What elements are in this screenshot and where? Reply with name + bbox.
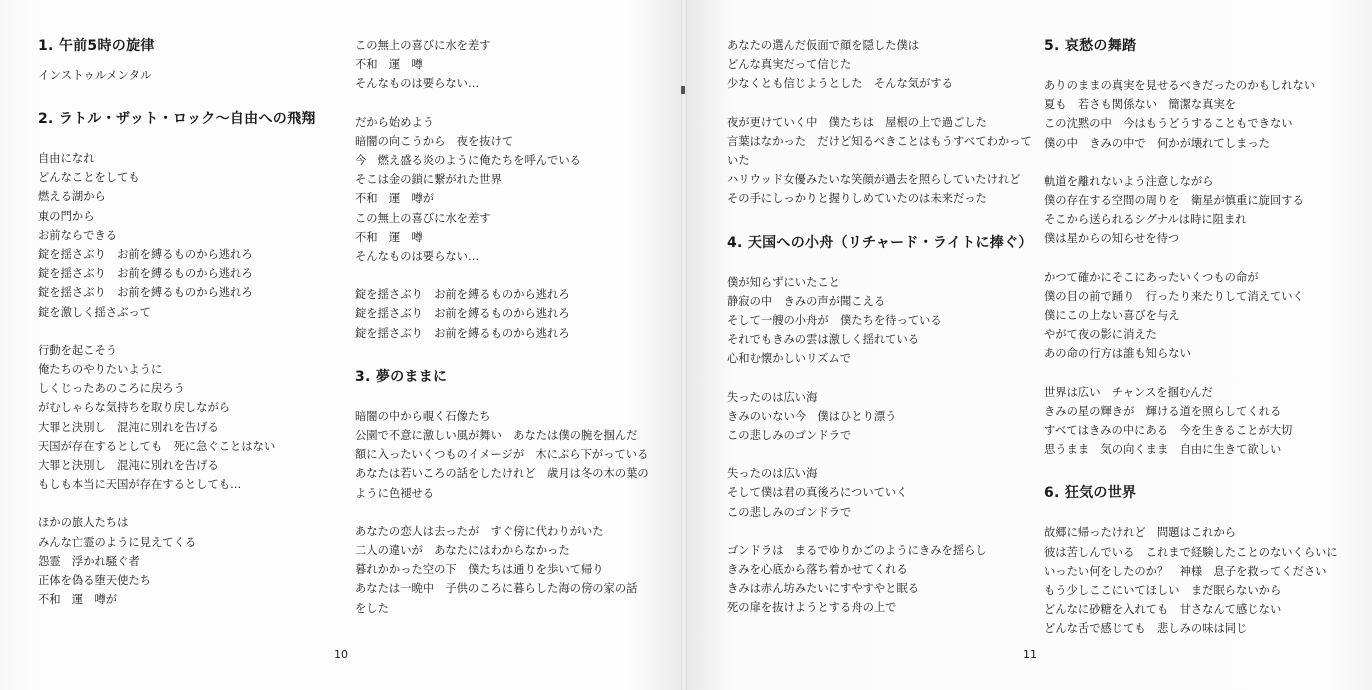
song-block [727, 233, 1037, 618]
lyric-line: 夜が更けていく中 僕たちは 屋根の上で過ごした [727, 115, 987, 129]
lyric-line: 公園で不意に激しい風が舞い あなたは僕の腕を掴んだ [355, 429, 638, 443]
lyric-line: 僕が知らずにいたこと [727, 275, 840, 289]
lyric-line: この無上の喜びに水を差す [355, 211, 491, 225]
lyric-stanza [355, 36, 675, 94]
lyric-line: この沈黙の中 今はもうどうすることもできない [1044, 117, 1293, 131]
lyric-stanza [38, 513, 338, 609]
lyric-line: 東の門から [38, 209, 95, 223]
lyric-line: みんな亡霊のように見えてくる [38, 535, 197, 549]
lyric-line: どんな真実だって信じた [727, 58, 852, 72]
lyric-line: ように色褪せる [355, 486, 435, 500]
lyric-line: ありのままの真実を見せるべきだったのかもしれない [1044, 79, 1316, 92]
lyric-line: もしも本当に天国が存在するとしても… [38, 478, 242, 492]
lyric-line: 暗闇の向こうから 夜を抜けて [355, 134, 514, 148]
song-block [38, 36, 338, 85]
lyric-line: 静寂の中 きみの声が聞こえる [727, 294, 886, 308]
lyric-line: 錠を揺さぶり お前を縛るものから逃れろ [355, 307, 570, 321]
lyric-line: いた [727, 154, 750, 168]
song-subtitle: インストゥルメンタル [38, 68, 152, 82]
song-block [355, 36, 675, 343]
lyrics-column-3 [727, 36, 1037, 618]
lyric-stanza [727, 273, 1037, 369]
lyric-stanza [355, 407, 675, 503]
lyric-line: 自由になれ [38, 152, 95, 165]
lyric-line: この悲しみのゴンドラで [727, 505, 852, 519]
lyric-line: きみを心底から落ち着かせてくれる [727, 563, 908, 577]
lyric-line: 不和 運 噂が [355, 192, 435, 206]
song-title: 6. 狂気の世界 [1044, 485, 1137, 502]
lyric-line: 大罪と決別し 混沌に別れを告げる [38, 420, 219, 434]
lyric-line: 錠を揺さぶり お前を縛るものから逃れろ [38, 286, 253, 300]
lyric-line: この無上の喜びに水を差す [355, 39, 491, 52]
lyric-line: きみのいない今 僕はひとり漂う [727, 409, 897, 423]
lyric-stanza [38, 341, 338, 495]
lyric-line: すべてはきみの中にある 今を生きることが大切 [1044, 424, 1293, 438]
lyric-line: 錠を揺さぶり お前を縛るものから逃れろ [38, 248, 253, 262]
song-title: 3. 夢のままに [355, 368, 448, 385]
lyric-line: 不和 運 噂 [355, 230, 423, 244]
lyric-line: そして一艘の小舟が 僕たちを待っている [727, 314, 942, 328]
lyric-stanza [727, 113, 1037, 209]
lyric-line: ハリウッド女優みたいな笑顔が過去を照らしていたけれど [727, 173, 1021, 187]
lyric-line: 僕は星からの知らせを待つ [1044, 232, 1180, 246]
lyric-line: どんな舌で感じても 悲しみの味は同じ [1044, 622, 1248, 636]
lyric-stanza [1044, 268, 1349, 364]
lyric-line: 錠を激しく揺さぶって [38, 305, 151, 319]
lyric-line: あの命の行方は誰も知らない [1044, 347, 1191, 361]
lyric-line: 錠を揺さぶり お前を縛るものから逃れろ [355, 326, 570, 340]
lyric-stanza [727, 541, 1037, 618]
song-block [727, 36, 1037, 209]
lyric-line: どんなことをしても [38, 171, 140, 185]
song-block [1044, 36, 1349, 459]
lyric-line: をした [355, 601, 389, 615]
lyric-line: 彼は苦しんでいる これまで経験したことのないくらいに [1044, 545, 1338, 559]
lyric-line: 言葉はなかった だけど知るべきことはもうすべてわかって [727, 134, 1032, 148]
lyric-line: 失ったのは広い海 [727, 390, 818, 404]
lyric-stanza [355, 522, 675, 618]
song-block [355, 367, 675, 618]
lyric-stanza [727, 464, 1037, 522]
lyric-stanza [1044, 383, 1349, 460]
lyric-line: 軌道を離れないよう注意しながら [1044, 174, 1214, 188]
lyric-line: あなたは若いころの話をしたけれど 歳月は冬の木の葉の [355, 467, 649, 481]
lyric-line: きみは赤ん坊みたいにすやすやと眠る [727, 582, 920, 596]
lyric-line: その手にしっかりと握りしめていたのは未来だった [727, 192, 987, 206]
lyric-stanza [355, 285, 675, 343]
song-title: 1. 午前5時の旋律 [38, 38, 155, 54]
lyric-line: そんなものは要らない… [355, 77, 480, 91]
lyric-line: 不和 運 噂が [38, 593, 118, 607]
song-title: 2. ラトル・ザット・ロック～自由への飛翔 [38, 111, 316, 127]
lyrics-column-1 [38, 36, 338, 609]
lyric-line: やがて夜の影に消えた [1044, 328, 1157, 342]
lyric-line: しくじったあのころに戻ろう [38, 382, 185, 396]
lyric-line: 夏も 若さも関係ない 簡潔な真実を [1044, 98, 1237, 112]
lyric-line: 少なくとも信じようとした そんな気がする [727, 77, 953, 91]
lyric-line: 大罪と決別し 混沌に別れを告げる [38, 459, 219, 473]
lyric-line: それでもきみの雲は激しく揺れている [727, 333, 920, 347]
lyric-line: ほかの旅人たちは [38, 516, 129, 530]
lyric-line: ゴンドラは まるでゆりかごのようにきみを揺らし [727, 543, 987, 557]
lyric-line: 正体を偽る堕天使たち [38, 574, 151, 588]
lyric-line: 思うまま 気の向くまま 自由に生きて欲しい [1044, 443, 1282, 457]
lyric-line: あなたの選んだ仮面で顔を隠した僕は [727, 39, 920, 52]
song-block [38, 109, 338, 609]
lyric-line: 僕の目の前で踊り 行ったり来たりして消えていく [1044, 289, 1304, 303]
lyric-line: そんなものは要らない… [355, 250, 480, 264]
lyric-line: がむしゃらな気持ちを取り戻しながら [38, 401, 231, 415]
lyrics-column-4 [1044, 36, 1349, 639]
lyric-stanza [1044, 172, 1349, 249]
page-number-left: 10 [334, 648, 348, 661]
lyric-line: そこは金の鎖に繋がれた世界 [355, 173, 502, 187]
lyric-line: 天国が存在するとしても 死に急ぐことはない [38, 439, 276, 453]
lyric-line: 行動を起こそう [38, 343, 118, 357]
lyric-line: もう少しここにいてほしい まだ眠らないから [1044, 584, 1282, 598]
song-title: 5. 哀愁の舞踏 [1044, 38, 1137, 54]
lyric-line: 失ったのは広い海 [727, 467, 818, 481]
lyric-line: 僕の存在する空間の周りを 衛星が慎重に旋回する [1044, 194, 1304, 208]
lyric-stanza [727, 36, 1037, 94]
lyric-line: 不和 運 噂 [355, 58, 423, 72]
lyric-stanza [727, 388, 1037, 446]
lyric-line: 僕にこの上ない喜びを与え [1044, 309, 1180, 323]
lyrics-column-2 [355, 36, 675, 618]
lyric-line: 故郷に帰ったけれど 問題はこれから [1044, 526, 1237, 540]
lyric-line: 錠を揺さぶり お前を縛るものから逃れろ [355, 288, 570, 302]
lyric-line: いったい何をしたのか？ 神様 息子を救ってください [1044, 564, 1327, 578]
lyric-line: だから始めよう [355, 115, 435, 129]
lyric-line: 暗闇の中から覗く石像たち [355, 409, 491, 423]
lyric-line: 俺たちのやりたいように [38, 363, 163, 377]
lyric-line: あなたの恋人は去ったが すぐ傍に代わりがいた [355, 524, 604, 538]
lyric-line: 燃える湖から [38, 190, 106, 204]
lyric-stanza [355, 113, 675, 267]
lyric-line: この悲しみのゴンドラで [727, 429, 852, 443]
lyric-line: きみの星の輝きが 輝ける道を照らしてくれる [1044, 404, 1282, 418]
book-spine [681, 0, 687, 690]
lyric-line: そして僕は君の真後ろについていく [727, 486, 908, 500]
lyric-line: 死の扉を抜けようとする舟の上で [727, 601, 897, 615]
lyric-line: 僕の中 きみの中で 何かが壊れてしまった [1044, 136, 1270, 150]
lyric-line: かつて確かにそこにあったいくつもの命が [1044, 270, 1259, 284]
lyric-line: 錠を揺さぶり お前を縛るものから逃れろ [38, 267, 253, 281]
lyric-line: あなたは一晩中 子供のころに暮らした海の傍の家の話 [355, 582, 638, 596]
lyric-line: 暮れかかった空の下 僕たちは通りを歩いて帰り [355, 563, 604, 577]
lyric-stanza [1044, 76, 1349, 153]
lyric-line: どんなに砂糖を入れても 甘さなんて感じない [1044, 603, 1282, 617]
lyric-line: 世界は広い チャンスを掴むんだ [1044, 385, 1213, 399]
page-number-right: 11 [1023, 648, 1037, 661]
binding-mark [681, 86, 685, 94]
lyric-line: 額に入ったいくつものイメージが 木にぶら下がっている [355, 448, 649, 462]
lyric-line: 怨霊 浮かれ騒ぐ者 [38, 554, 140, 568]
lyric-line: お前ならできる [38, 228, 117, 242]
lyric-line: 心和む懐かしいリズムで [727, 352, 852, 366]
lyric-line: 二人の違いが あなたにはわからなかった [355, 544, 570, 558]
song-block [1044, 483, 1349, 638]
lyric-stanza [38, 149, 338, 322]
lyric-line: そこから送られるシグナルは時に阻まれ [1044, 213, 1247, 227]
song-title: 4. 天国への小舟（リチャード・ライトに捧ぐ） [727, 234, 1033, 251]
lyric-line: 今 燃え盛る炎のように俺たちを呼んでいる [355, 154, 581, 168]
lyric-stanza [1044, 523, 1349, 638]
